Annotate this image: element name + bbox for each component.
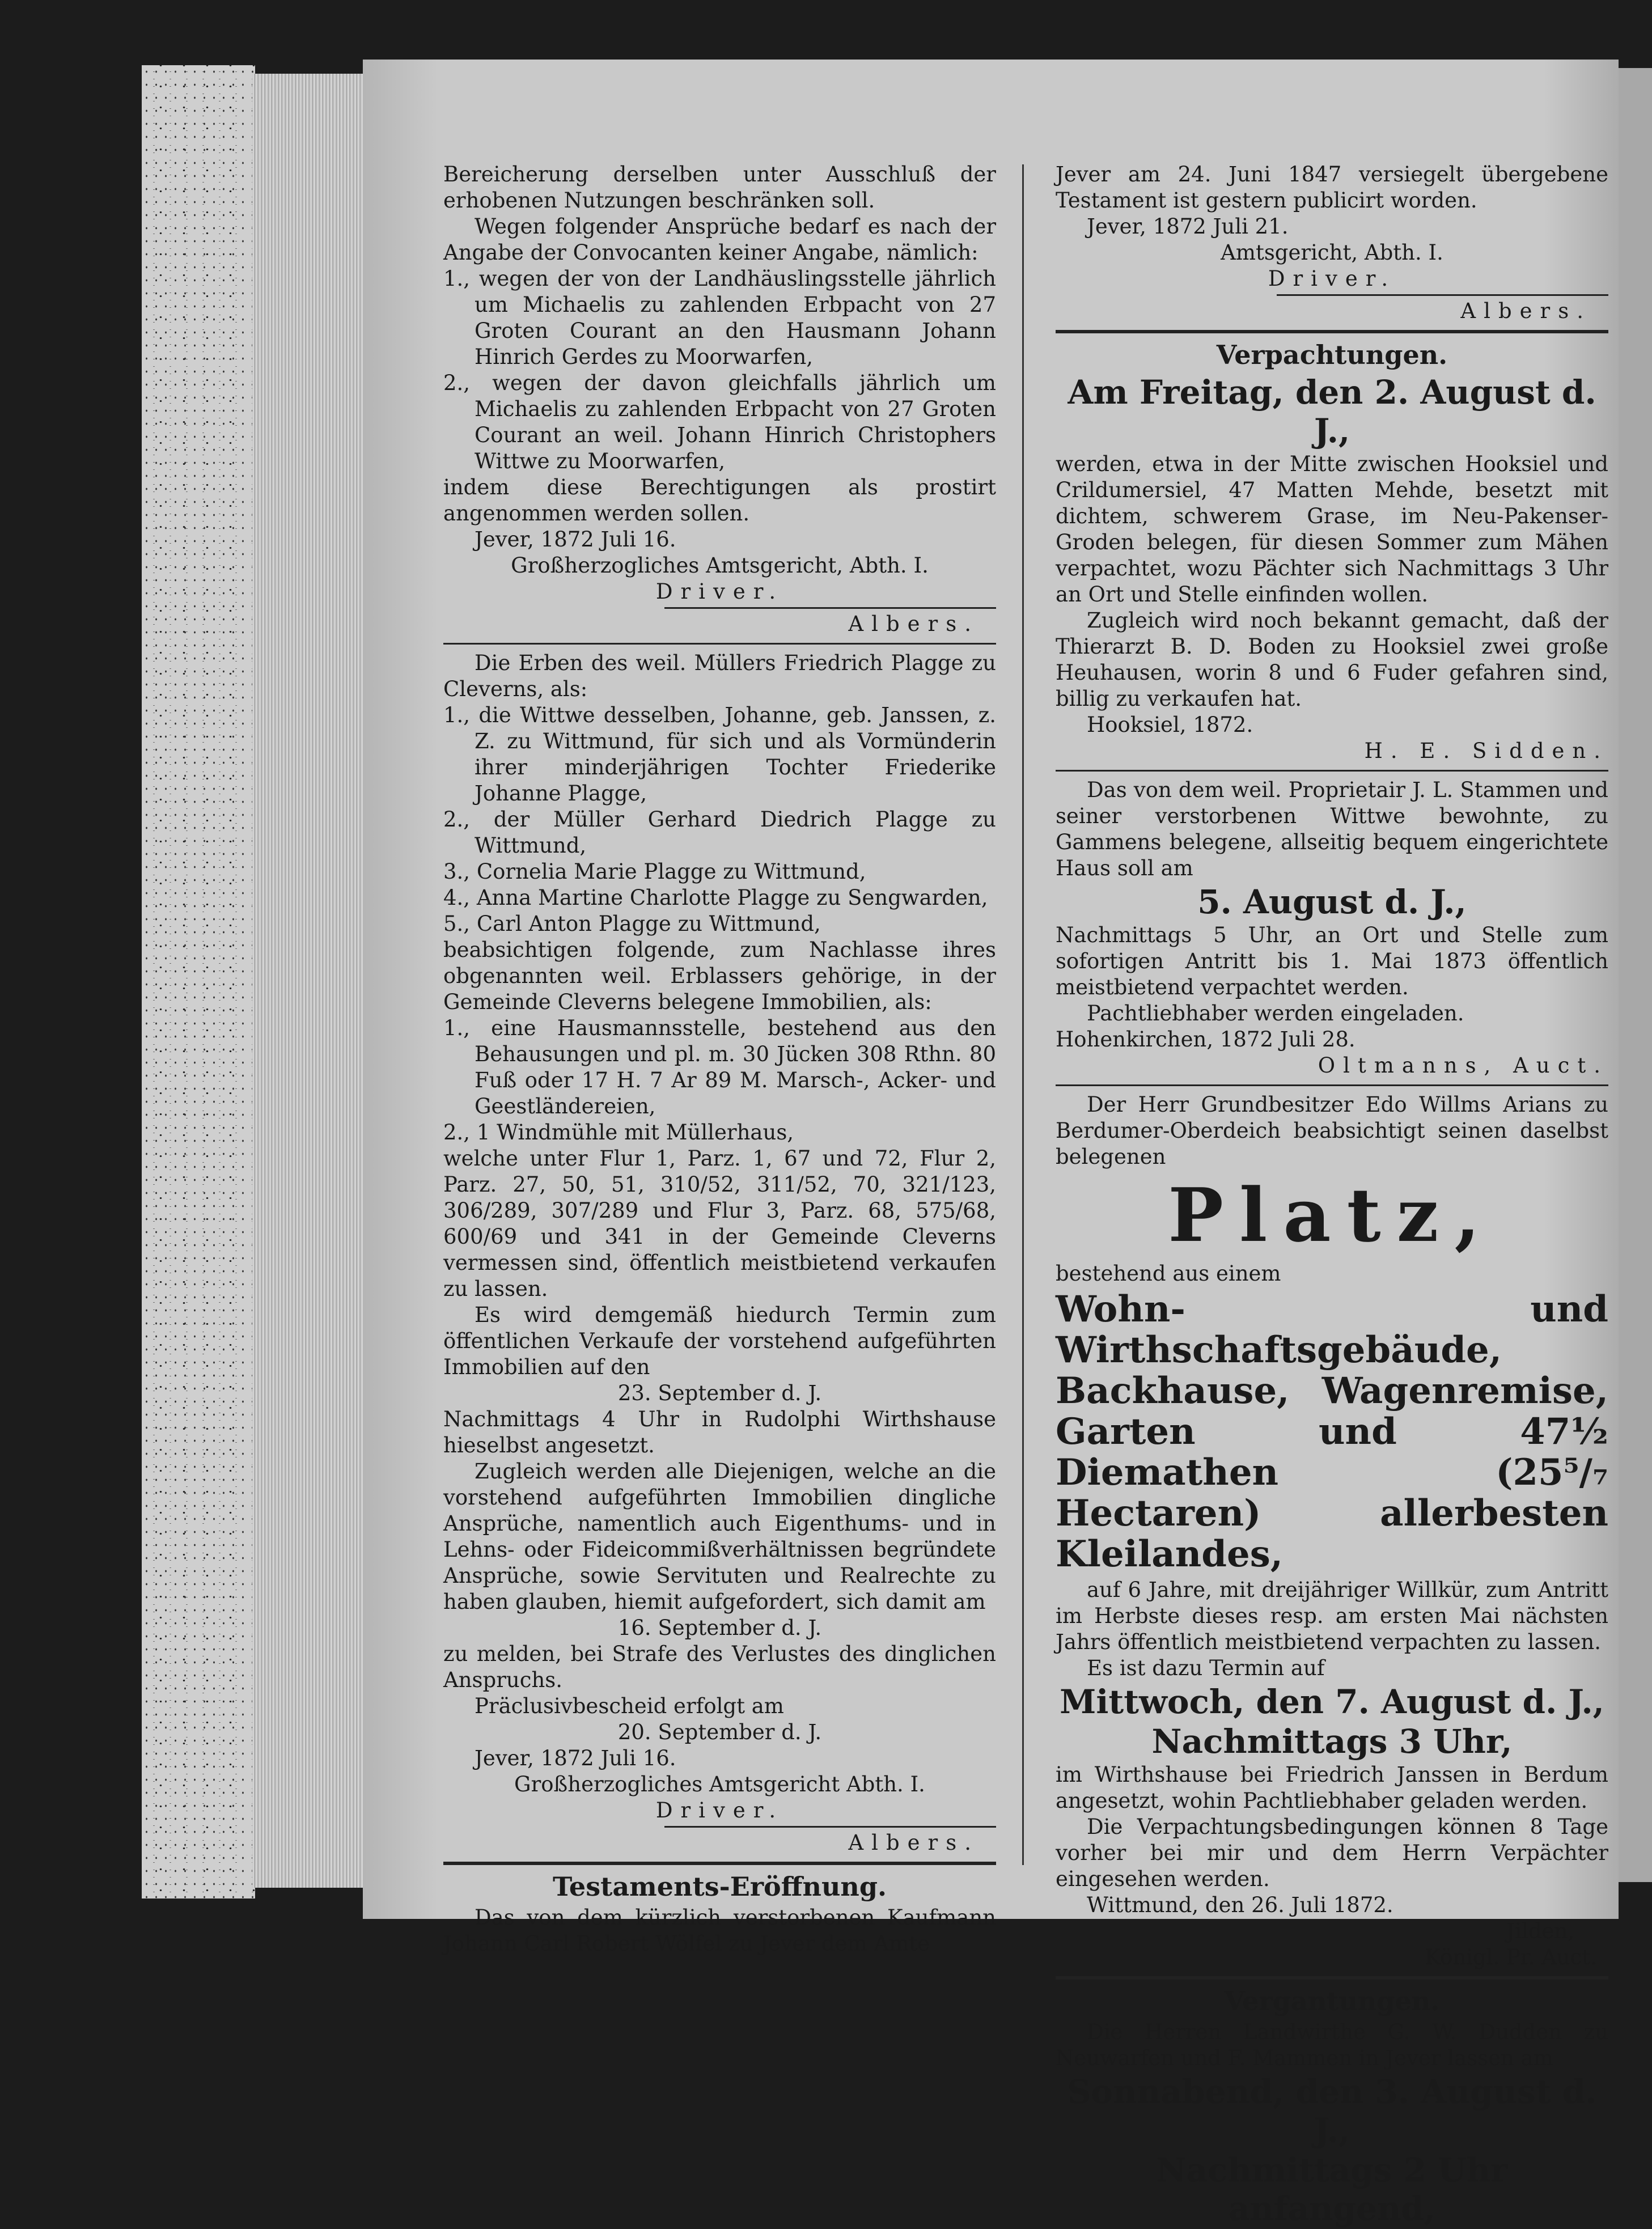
paragraph: im Wirthshause bei Friedrich Janssen in Berdum angesetzt, wohin Pachtliebhaber geladen werden. xyxy=(1056,1762,1608,1813)
dateline: Jever, 1872 Juli 16. xyxy=(475,527,676,552)
date-line: 23. September d. J. xyxy=(617,1381,822,1405)
headline: 5. August d. J., xyxy=(1197,883,1467,921)
paragraph: zu melden, bei Strafe des Verlustes des dinglichen Anspruchs. xyxy=(443,1642,996,1692)
section-heading: Vergantungen. xyxy=(1224,1986,1440,2016)
headline: Wohn- und Wirthschaftsgebäude, Backhause, Wagenremise, Garten und 47½ Diemathen (25⁵/₇ Hectaren) allerbesten Kleilandes, xyxy=(1056,1288,1608,1575)
list-item: 1., wegen der von der Landhäuslingsstelle jährlich um Michaelis zu zahlenden Erbpacht von 27 Groten Courant an den Hausmann Johann Hinrich Gerdes zu Moorwarfen, xyxy=(443,266,996,369)
paragraph: beabsichtigen folgende, zum Nachlasse ihres obgenannten weil. Erblassers gehörige, in der Gemeinde Cleverns belegene Immobilien, als: xyxy=(443,938,996,1014)
rule xyxy=(664,607,996,609)
court-name: Amtsgericht, Abth. I. xyxy=(1221,240,1443,265)
paragraph: bestehend aus einem xyxy=(1056,1261,1281,1286)
paragraph: Die Verpachtungsbedingungen können 8 Tage vorher bei mir und dem Herrn Verpächter eingesehen werden. xyxy=(1056,1815,1608,1891)
signature-title: Königl. Pr. Auct. xyxy=(1425,1945,1597,1969)
paragraph: Pachtliebhaber werden eingeladen. xyxy=(1087,1001,1464,1025)
dateline: Jever, 1872 Juli 21. xyxy=(1087,214,1289,239)
list-item: 1., die Wittwe desselben, Johanne, geb. Janssen, z. Z. zu Wittmund, für sich und als Vormünderin ihrer minderjährigen Tochter Friederike Johanne Plagge, xyxy=(443,703,996,806)
headline: Mittwoch, den 7. August d. J., xyxy=(1060,1683,1604,1721)
signature: Driver. xyxy=(655,579,784,604)
signature: Albers. xyxy=(848,1830,979,1855)
rule xyxy=(443,643,996,645)
facing-page-edge xyxy=(1619,68,1652,1882)
signature: Oltmanns, Auct. xyxy=(1318,1053,1608,1078)
paragraph: Es ist dazu Termin auf xyxy=(1087,1656,1325,1680)
paragraph: Das von dem kürzlich verstorbenen Kaufmann Johann Carl Robert Wölfel zu Jever dem Amte xyxy=(443,1905,996,1956)
list-item: 2., der Müller Gerhard Diedrich Plagge zu Wittmund, xyxy=(443,807,996,858)
book-page-edges xyxy=(252,74,366,1888)
list-item: 2., 1 Windmühle mit Müllerhaus, xyxy=(443,1120,794,1145)
rule xyxy=(1056,330,1608,333)
headline: Nachmittags 2 Uhr anfangend, xyxy=(1156,2151,1508,2228)
dateline: Hohenkirchen, 1872 Juli 28. xyxy=(1056,1027,1356,1052)
signature: Driver. xyxy=(1268,266,1396,291)
paragraph: Es wird demgemäß hiedurch Termin zum öffentlichen Verkaufe der vorstehend aufgeführten Immobilien auf den xyxy=(443,1303,996,1379)
list-item: 2., wegen der davon gleichfalls jährlich um Michaelis zu zahlenden Erbpacht von 27 Groten Courant an weil. Johann Hinrich Christophers Wittwe zu Moorwarfen, xyxy=(443,371,996,473)
paragraph: Nachmittags 4 Uhr in Rudolphi Wirthshause hieselbst angesetzt. xyxy=(443,1407,996,1457)
dateline: Jever, 1872 Juli 16. xyxy=(475,1746,676,1770)
paragraph: Das von dem weil. Proprietair J. L. Stammen und seiner verstorbenen Wittwe bewohnte, zu Gammens belegene, allseitig bequem eingerichtete Haus soll am xyxy=(1056,778,1608,880)
court-name: Großherzogliches Amtsgericht, Abth. I. xyxy=(511,553,929,578)
column-divider xyxy=(1022,164,1024,1865)
signature: H. E. Sidden. xyxy=(1364,739,1608,763)
signature: Driver. xyxy=(655,1798,784,1823)
paragraph: indem diese Berechtigungen als prostirt angenommen werden sollen. xyxy=(443,475,996,526)
paragraph: Die Herren Landwirthe G. W. Dudden zu Neuwarfen und F. Mammen in Jever lassen am xyxy=(1056,2020,1608,2070)
signature: Jilden, xyxy=(1506,1919,1574,1943)
headline: Nachmittags 3 Uhr, xyxy=(1151,1722,1513,1761)
list-item: 4., Anna Martine Charlotte Plagge zu Sengwarden, xyxy=(443,885,988,910)
section-heading: Testaments-Eröffnung. xyxy=(552,1871,887,1902)
paragraph: Der Herr Grundbesitzer Edo Willms Arians zu Berdumer-Oberdeich beabsichtigt seinen daselbst belegenen xyxy=(1056,1092,1608,1169)
rule xyxy=(1056,1084,1608,1086)
right-column xyxy=(1056,162,1608,2229)
section-heading: Verpachtungen. xyxy=(1216,340,1448,370)
paragraph: Zugleich wird noch bekannt gemacht, daß der Thierarzt B. D. Boden zu Hooksiel zwei große Heuhausen, worin 8 und 6 Fuder gefahren sind, billig zu verkaufen hat. xyxy=(1056,608,1608,711)
rule xyxy=(1056,1976,1608,1980)
paragraph: welche unter Flur 1, Parz. 1, 67 und 72, Flur 2, Parz. 27, 50, 51, 310/52, 311/52, 70, 321/123, 306/289, 307/289 und Flur 3, Parz. 68, 575/68, 600/69 und 341 in der Gemeinde Cleverns vermessen sind, öffentlich meistbietend verkaufen zu lassen. xyxy=(443,1146,996,1301)
dateline: Hooksiel, 1872. xyxy=(1087,713,1253,737)
list-item: 5., Carl Anton Plagge zu Wittmund, xyxy=(443,912,821,936)
signature: Albers. xyxy=(1460,299,1591,323)
paragraph: Wegen folgender Ansprüche bedarf es nach der Angabe der Convocanten keiner Angabe, nämlich: xyxy=(443,214,996,265)
left-column xyxy=(443,162,996,1957)
date-line: 20. September d. J. xyxy=(617,1720,822,1744)
headline: Platz, xyxy=(1168,1172,1496,1258)
rule xyxy=(664,1826,996,1828)
paragraph: Zugleich werden alle Diejenigen, welche an die vorstehend aufgeführten Immobilien dingliche Ansprüche, namentlich auch Eigenthums- und in Lehns- oder Fideicommißverhältnissen begründete Ansprüche, sowie Servituten und Realrechte zu haben glauben, hiemit aufgefordert, sich damit am xyxy=(443,1459,996,1614)
headline: Sonnabend, den 3. August d. J., xyxy=(1067,2073,1597,2150)
book-edge-speckle xyxy=(142,65,255,1899)
rule xyxy=(1277,294,1608,296)
date-line: 16. September d. J. xyxy=(617,1616,822,1640)
court-name: Großherzogliches Amtsgericht Abth. I. xyxy=(514,1772,925,1796)
rule xyxy=(1056,770,1608,772)
list-item: 3., Cornelia Marie Plagge zu Wittmund, xyxy=(443,859,866,884)
dateline: Wittmund, den 26. Juli 1872. xyxy=(1087,1893,1393,1917)
paragraph: Die Erben des weil. Müllers Friedrich Plagge zu Cleverns, als: xyxy=(443,651,996,701)
paragraph: Bereicherung derselben unter Ausschluß der erhobenen Nutzungen beschränken soll. xyxy=(443,162,996,213)
paragraph: Präclusivbescheid erfolgt am xyxy=(475,1694,784,1718)
paragraph: Jever am 24. Juni 1847 versiegelt übergebene Testament ist gestern publicirt worden. xyxy=(1056,162,1608,213)
rule xyxy=(443,1862,996,1865)
signature: Albers. xyxy=(848,612,979,636)
paragraph: werden, etwa in der Mitte zwischen Hooksiel und Crildumersiel, 47 Matten Mehde, besetzt mit dichtem, schwerem Grase, im Neu-Pakenser-Groden belegen, für diesen Sommer zum Mähen verpachtet, wozu Pächter sich Nachmittags 3 Uhr an Ort und Stelle einfinden wollen. xyxy=(1056,452,1608,607)
paragraph: auf 6 Jahre, mit dreijähriger Willkür, zum Antritt im Herbste dieses resp. am ersten Mai nächsten Jahrs öffentlich meistbietend verpachten zu lassen. xyxy=(1056,1578,1608,1654)
paragraph: Nachmittags 5 Uhr, an Ort und Stelle zum sofortigen Antritt bis 1. Mai 1873 öffentlich meistbietend verpachtet werden. xyxy=(1056,923,1608,999)
headline: Am Freitag, den 2. August d. J., xyxy=(1068,373,1596,450)
list-item: 1., eine Hausmannsstelle, bestehend aus den Behausungen und pl. m. 30 Jücken 308 Rthn. 80 Fuß oder 17 H. 7 Ar 89 M. Marsch-, Acker- und Geestländereien, xyxy=(443,1016,996,1118)
